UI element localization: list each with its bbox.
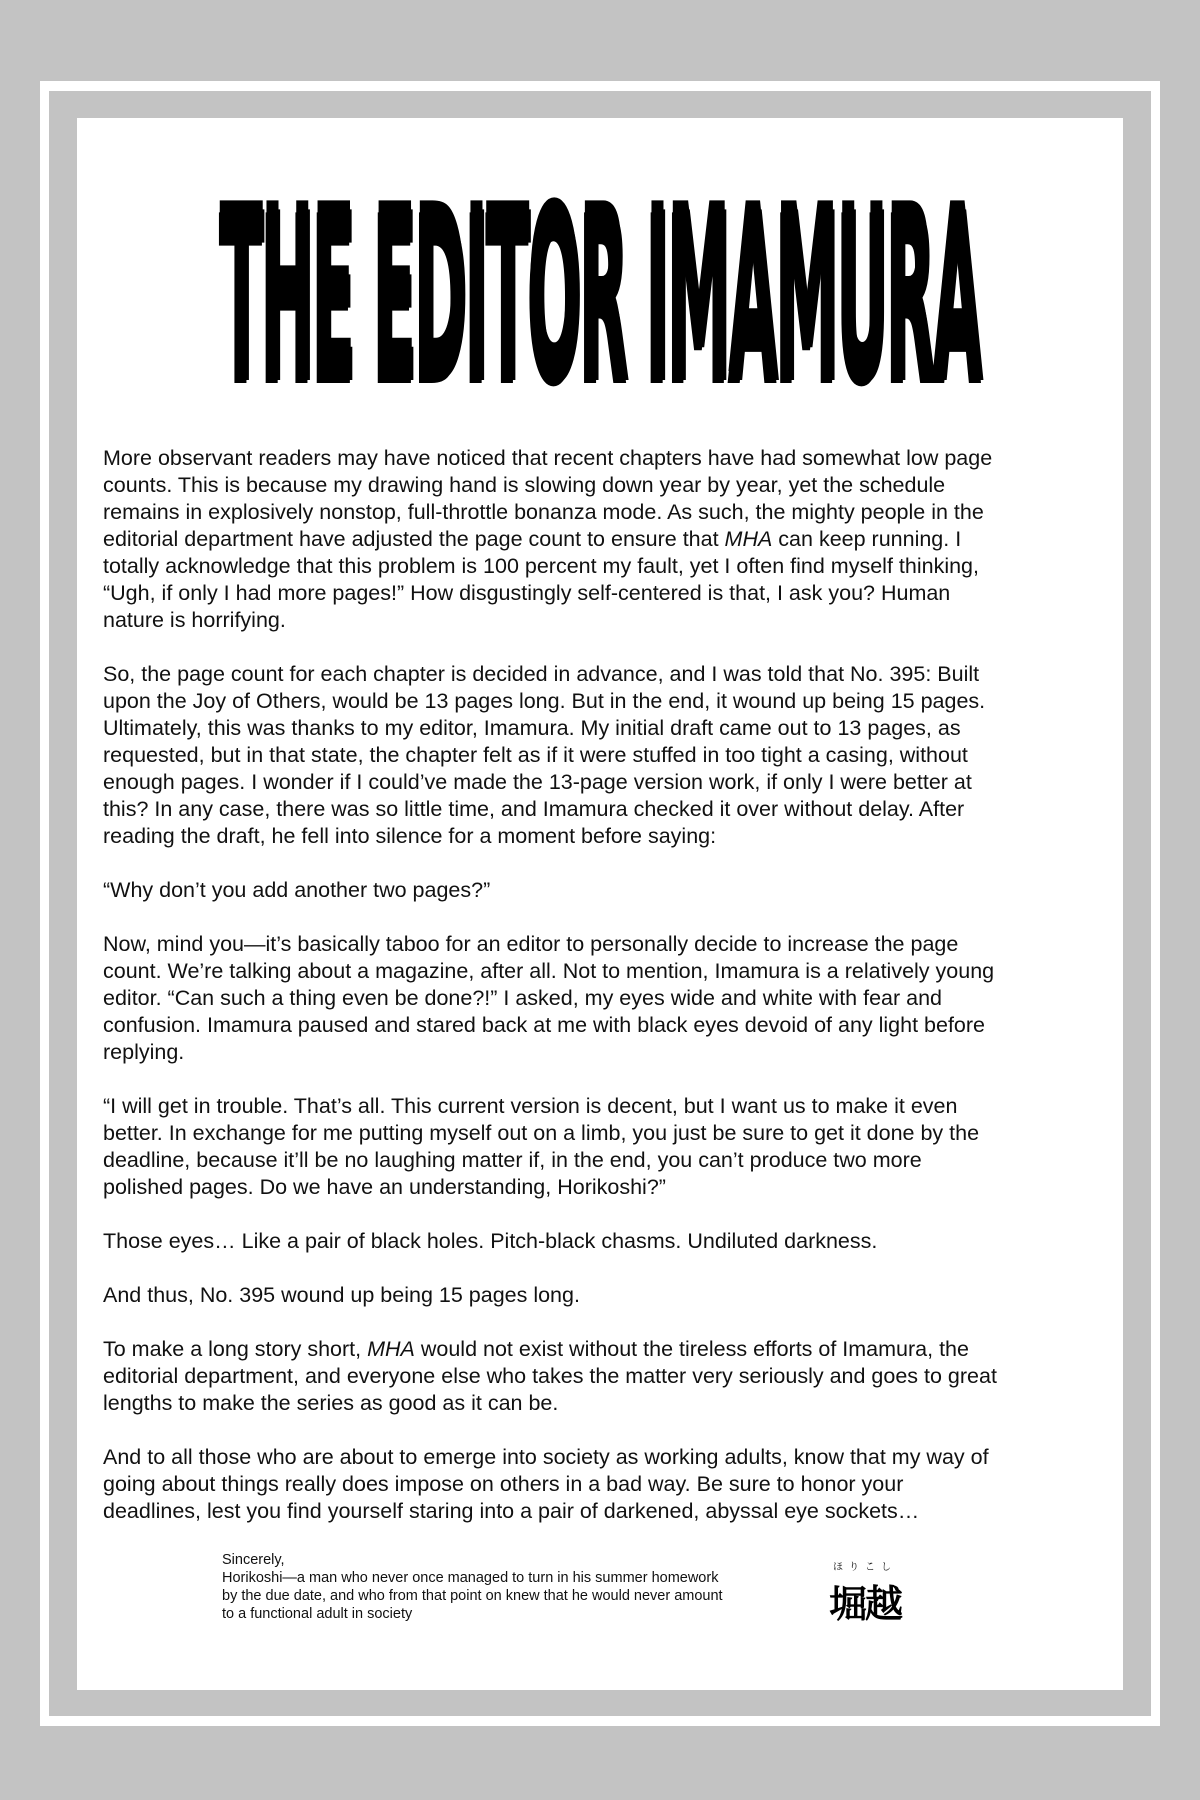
text-line xyxy=(103,1471,1093,1498)
text-segment: So, the page count for each chapter is decided in advance, and I was told that No. 395: Built xyxy=(103,662,980,686)
text-line xyxy=(103,1336,1093,1363)
text-segment: counts. This is because my drawing hand is slowing down year by year, yet the schedule xyxy=(103,473,946,497)
text-line xyxy=(103,1039,1093,1066)
title-text: THE EDITOR IMAMURA xyxy=(219,158,981,428)
signature-line: to a functional adult in society xyxy=(222,1606,413,1622)
text-segment: reading the draft, he fell into silence for a moment before saying: xyxy=(103,824,717,848)
text-segment: can keep running. I xyxy=(772,527,962,551)
paragraph xyxy=(103,931,1093,1066)
signature-block xyxy=(222,1551,723,1623)
text-segment: remains in explosively nonstop, full-throttle bonanza mode. As such, the mighty people in the xyxy=(103,500,984,524)
text-line xyxy=(103,1174,1093,1201)
signature-line: Horikoshi—a man who never once managed to turn in his summer homework xyxy=(222,1570,719,1586)
text-line xyxy=(103,553,1093,580)
text-line xyxy=(103,877,1093,904)
paragraph xyxy=(103,1228,1093,1255)
text-line xyxy=(103,1282,1093,1309)
text-line xyxy=(103,1390,1093,1417)
text-line xyxy=(103,1147,1093,1174)
text-line xyxy=(103,1093,1093,1120)
signature-line: Sincerely, xyxy=(222,1552,285,1568)
text-line xyxy=(103,769,1093,796)
text-segment: To make a long story short, xyxy=(103,1337,368,1361)
text-line xyxy=(103,526,1093,553)
author-seal xyxy=(829,1558,901,1628)
text-segment: More observant readers may have noticed that recent chapters have had somewhat low page xyxy=(103,446,993,470)
text-segment: totally acknowledge that this problem is 100 percent my fault, yet I often find myself thinking, xyxy=(103,554,979,578)
text-line xyxy=(103,1363,1093,1390)
text-segment: deadline, because it’ll be no laughing matter if, in the end, you can’t produce two more xyxy=(103,1148,922,1172)
text-line xyxy=(103,931,1093,958)
text-segment: nature is horrifying. xyxy=(103,608,286,632)
text-segment: confusion. Imamura paused and stared back at me with black eyes devoid of any light before xyxy=(103,1013,986,1037)
text-segment: And to all those who are about to emerge into society as working adults, know that my way of xyxy=(103,1445,989,1469)
paragraph xyxy=(103,1444,1093,1525)
text-line xyxy=(103,742,1093,769)
text-segment: requested, but in that state, the chapter felt as if it were stuffed in too tight a casing, without xyxy=(103,743,968,767)
text-line xyxy=(103,1012,1093,1039)
text-line xyxy=(103,445,1093,472)
text-segment: replying. xyxy=(103,1040,185,1064)
text-line xyxy=(103,796,1093,823)
text-segment: polished pages. Do we have an understanding, Horikoshi?” xyxy=(103,1175,666,1199)
text-segment: lengths to make the series as good as it can be. xyxy=(103,1391,559,1415)
text-line xyxy=(103,607,1093,634)
text-segment: Ultimately, this was thanks to my editor, Imamura. My initial draft came out to 13 pages, as xyxy=(103,716,961,740)
text-segment: “Ugh, if only I had more pages!” How disgustingly self-centered is that, I ask you? Human xyxy=(103,581,951,605)
paragraph xyxy=(103,661,1093,850)
signature-line: by the due date, and who from that point on knew that he would never amount xyxy=(222,1588,723,1604)
paragraph xyxy=(103,1336,1093,1417)
text-segment: upon the Joy of Others, would be 13 pages long. But in the end, it wound up being 15 pages. xyxy=(103,689,986,713)
text-line xyxy=(103,823,1093,850)
text-line xyxy=(103,1228,1093,1255)
text-segment: count. We’re talking about a magazine, after all. Not to mention, Imamura is a relatively young xyxy=(103,959,995,983)
text-segment: would not exist without the tireless efforts of Imamura, the xyxy=(414,1337,969,1361)
text-line xyxy=(103,661,1093,688)
italic-title: MHA xyxy=(367,1337,415,1361)
text-segment: better. In exchange for me putting myself out on a limb, you just be sure to get it done by the xyxy=(103,1121,980,1145)
paragraph xyxy=(103,1093,1093,1201)
paragraph xyxy=(103,877,1093,904)
text-segment: editorial department, and everyone else who takes the matter very seriously and goes to great xyxy=(103,1364,997,1388)
paragraph xyxy=(103,1282,1093,1309)
text-line xyxy=(103,1444,1093,1471)
text-segment: Those eyes… Like a pair of black holes. Pitch-black chasms. Undiluted darkness. xyxy=(103,1229,878,1253)
text-line xyxy=(103,472,1093,499)
text-line xyxy=(103,580,1093,607)
text-line xyxy=(103,499,1093,526)
text-segment: “Why don’t you add another two pages?” xyxy=(103,878,491,902)
text-segment: going about things really does impose on others in a bad way. Be sure to honor your xyxy=(103,1472,904,1496)
paragraph xyxy=(103,445,1093,634)
article-body xyxy=(103,445,1093,1552)
text-segment: enough pages. I wonder if I could’ve made the 13-page version work, if only I were better at xyxy=(103,770,972,794)
text-line xyxy=(103,1498,1093,1525)
text-segment: Now, mind you—it’s basically taboo for an editor to personally decide to increase the page xyxy=(103,932,959,956)
text-segment: editorial department have adjusted the page count to ensure that xyxy=(103,527,725,551)
text-segment: editor. “Can such a thing even be done?!” I asked, my eyes wide and white with fear and xyxy=(103,986,942,1010)
text-segment: deadlines, lest you find yourself staring into a pair of darkened, abyssal eye sockets… xyxy=(103,1499,920,1523)
author-kanji: 堀越 xyxy=(829,1582,902,1626)
text-line xyxy=(103,958,1093,985)
text-line xyxy=(103,1120,1093,1147)
page xyxy=(77,118,1123,1690)
text-line xyxy=(103,985,1093,1012)
italic-title: MHA xyxy=(724,527,773,551)
furigana: ほりこし xyxy=(833,1562,897,1573)
text-line xyxy=(103,715,1093,742)
text-segment: “I will get in trouble. That’s all. This current version is decent, but I want us to make it even xyxy=(103,1094,958,1118)
page-title xyxy=(135,158,1065,428)
text-segment: this? In any case, there was so little time, and Imamura checked it over without delay. After xyxy=(103,797,965,821)
text-segment: And thus, No. 395 wound up being 15 pages long. xyxy=(103,1283,580,1307)
text-line xyxy=(103,688,1093,715)
